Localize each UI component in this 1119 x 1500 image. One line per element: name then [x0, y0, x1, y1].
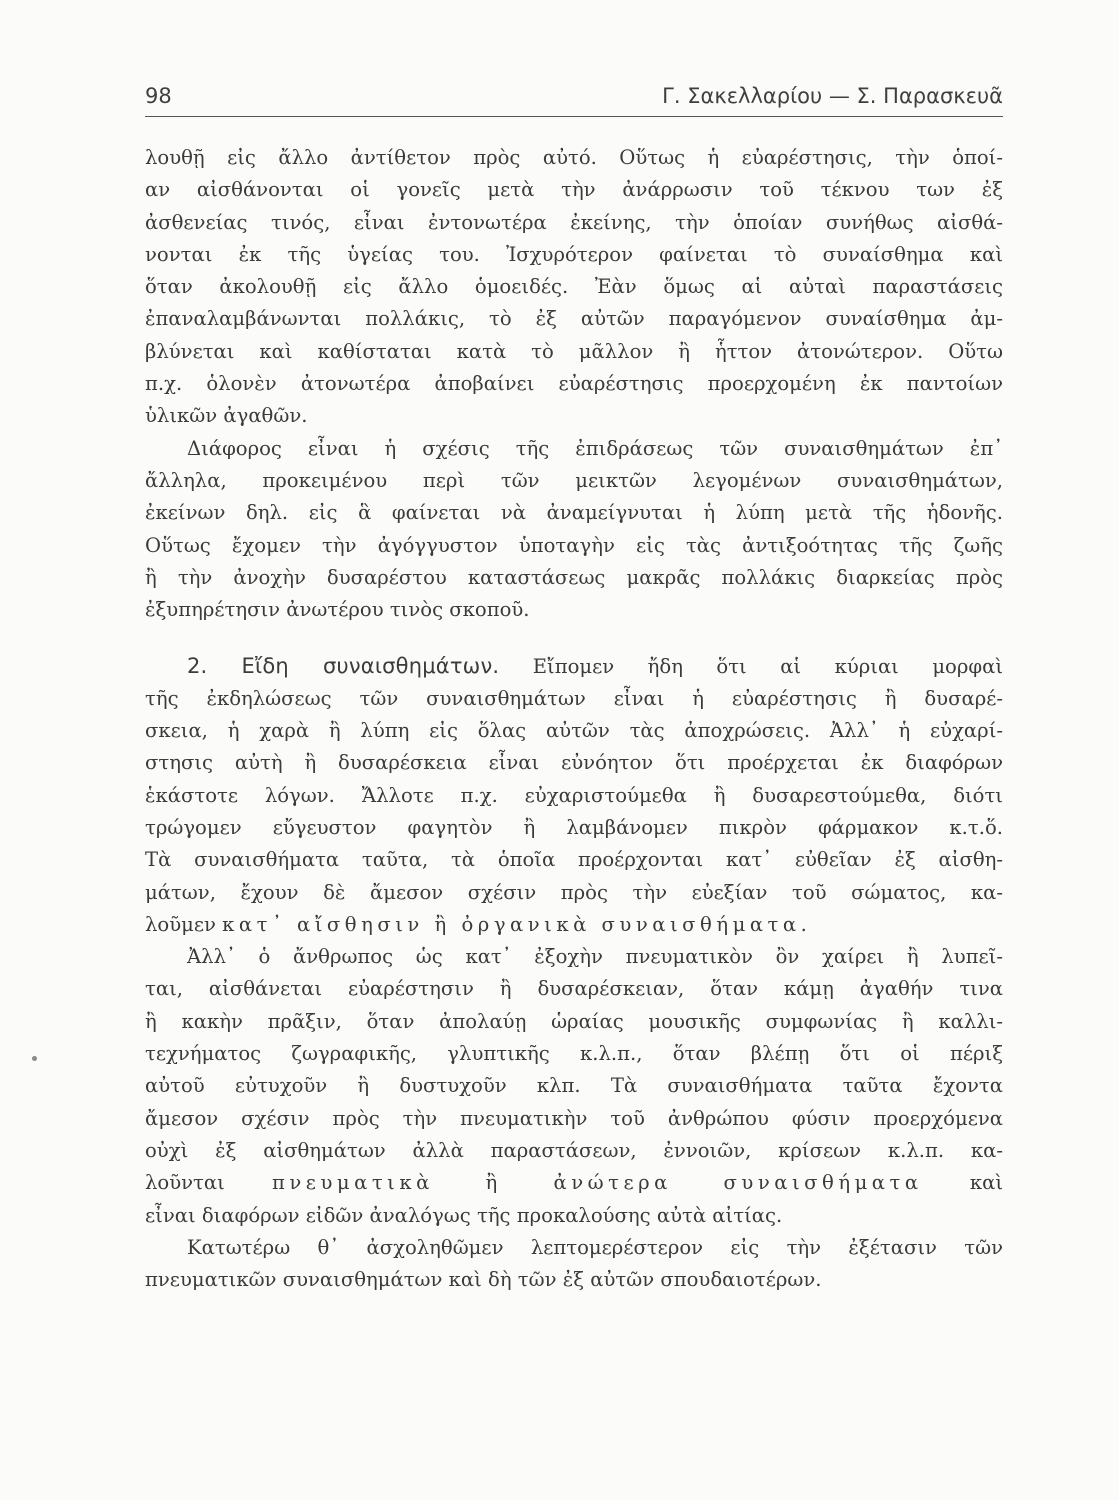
section-heading: 2. Εἴδη συναισθημάτων. [187, 654, 500, 679]
text-line: Οὕτως ἔχομεν τὴν ἀγόγγυστον ὑποταγὴν εἰς τὰς ἀντιξοότητας τῆς ζωῆς [145, 533, 1003, 557]
section-gap [145, 626, 1003, 650]
text-line: τρώγομεν εὔγευστον φαγητὸν ἢ λαμβάνομεν πικρὸν φάρμακον κ.τ.ὅ. [145, 815, 1003, 839]
text-line: αὐτοῦ εὐτυχοῦν ἢ δυστυχοῦν κλπ. Τὰ συναισθήματα ταῦτα ἔχοντα [145, 1074, 1003, 1098]
text-line: βλύνεται καὶ καθίσταται κατὰ τὸ μᾶλλον ἢ ἧττον ἀτονώτερον. Οὕτω [145, 339, 1003, 363]
text-line: σκεια, ἡ χαρὰ ἢ λύπη εἰς ὅλας αὐτῶν τὰς ἀποχρώσεις. Ἀλλ᾿ ἡ εὐχαρί- [145, 719, 1003, 743]
text-line: Τὰ συναισθήματα ταῦτα, τὰ ὁποῖα προέρχονται κατ᾿ εὐθεῖαν ἐξ αἰσθη- [145, 848, 1003, 872]
term-line [145, 1167, 1003, 1199]
spaced-term: πνευματικὰ ἢ ἀνώτερα συναισθήματα [272, 1171, 923, 1195]
text-line: οὐχὶ ἐξ αἰσθημάτων ἀλλὰ παραστάσεων, ἐννοιῶν, κρίσεων κ.λ.π. κα- [145, 1138, 1003, 1162]
page-header [145, 84, 1003, 117]
running-head: Γ. Σακελλαρίου — Σ. Παρασκευᾶ [662, 84, 1003, 108]
section-heading-line [145, 650, 1003, 682]
text-line: ὅταν ἀκολουθῇ εἰς ἄλλο ὁμοειδές. Ἐὰν ὅμως αἱ αὐταὶ παραστάσεις [145, 275, 1003, 299]
term-line-prefix: λοῦνται [145, 1171, 225, 1195]
term-line [145, 909, 1003, 941]
text-line: λουθῇ εἰς ἄλλο ἀντίθετον πρὸς αὐτό. Οὕτως ἡ εὐαρέστησις, τὴν ὁποί- [145, 146, 1003, 169]
text-line: εἶναι διαφόρων εἰδῶν ἀναλόγως τῆς προκαλούσης αὐτὰ αἰτίας. [145, 1203, 783, 1227]
text-line: ἄλληλα, προκειμένου περὶ τῶν μεικτῶν λεγομένων συναισθημάτων, [145, 468, 1003, 492]
term-line-prefix: λοῦμεν [145, 912, 216, 936]
section-lead-text: Εἴπομεν ἤδη ὅτι αἱ κύριαι μορφαὶ [532, 655, 1004, 679]
text-line: ἢ τὴν ἀνοχὴν δυσαρέστου καταστάσεως μακρᾶς πολλάκις διαρκείας πρὸς [145, 565, 1003, 589]
term-line-suffix: καὶ [969, 1171, 1004, 1195]
text-line: τεχνήματος ζωγραφικῆς, γλυπτικῆς κ.λ.π., ὅταν βλέπῃ ὅτι οἱ πέριξ [145, 1042, 1003, 1066]
text-line: ἐκείνων δηλ. εἰς ἃ φαίνεται νὰ ἀναμείγνυται ἡ λύπη μετὰ τῆς ἡδονῆς. [145, 501, 1003, 525]
text-line: στησις αὐτὴ ἢ δυσαρέσκεια εἶναι εὐνόητον ὅτι προέρχεται ἐκ διαφόρων [145, 751, 1003, 775]
text-line: αν αἰσθάνονται οἱ γονεῖς μετὰ τὴν ἀνάρρωσιν τοῦ τέκνου των ἐξ [145, 178, 1003, 202]
text-line: ἑκάστοτε λόγων. Ἄλλοτε π.χ. εὐχαριστούμεθα ἢ δυσαρεστούμεθα, διότι [145, 783, 1003, 807]
text-line: ὑλικῶν ἀγαθῶν. [145, 404, 308, 428]
text-line: ται, αἰσθάνεται εὐαρέστησιν ἢ δυσαρέσκειαν, ὅταν κάμῃ ἀγαθήν τινα [145, 977, 1003, 1001]
text-line: ἄμεσον σχέσιν πρὸς τὴν πνευματικὴν τοῦ ἀνθρώπου φύσιν προερχόμενα [145, 1106, 1003, 1130]
text-line: νονται ἐκ τῆς ὑγείας του. Ἰσχυρότερον φαίνεται τὸ συναίσθημα καὶ [145, 242, 1003, 266]
text-line: Κατωτέρω θ᾿ ἀσχοληθῶμεν λεπτομερέστερον εἰς τὴν ἐξέτασιν τῶν [187, 1235, 1003, 1259]
text-line: π.χ. ὁλονὲν ἀτονωτέρα ἀποβαίνει εὐαρέστησις προερχομένη ἐκ παντοίων [145, 372, 1003, 396]
text-line: πνευματικῶν συναισθημάτων καὶ δὴ τῶν ἐξ αὐτῶν σπουδαιοτέρων. [145, 1268, 822, 1292]
text-line: Ἀλλ᾿ ὁ ἄνθρωπος ὡς κατ᾿ ἐξοχὴν πνευματικὸν ὂν χαίρει ἢ λυπεῖ- [187, 945, 1003, 969]
text-line: ἐξυπηρέτησιν ἀνωτέρου τινὸς σκοποῦ. [145, 598, 530, 622]
text-line: Διάφορος εἶναι ἡ σχέσις τῆς ἐπιδράσεως τῶν συναισθημάτων ἐπ᾿ [187, 436, 1003, 460]
spaced-term: κατ᾿ αἴσθησιν ἢ ὀργανικὰ συναισθήματα. [222, 912, 812, 936]
print-speck [32, 1056, 37, 1061]
page-number: 98 [145, 84, 172, 108]
text-line: ἐπαναλαμβάνωνται πολλάκις, τὸ ἐξ αὐτῶν παραγόμενον συναίσθημα ἀμ- [145, 307, 1003, 331]
text-line: μάτων, ἔχουν δὲ ἄμεσον σχέσιν πρὸς τὴν εὐεξίαν τοῦ σώματος, κα- [145, 880, 1003, 904]
text-line: ἀσθενείας τινός, εἶναι ἐντονωτέρα ἐκείνης, τὴν ὁποίαν συνήθως αἰσθά- [145, 210, 1003, 234]
body-text [145, 142, 1003, 1296]
text-line: ἢ κακὴν πρᾶξιν, ὅταν ἀπολαύῃ ὡραίας μουσικῆς συμφωνίας ἢ καλλι- [145, 1009, 1003, 1033]
text-line: τῆς ἐκδηλώσεως τῶν συναισθημάτων εἶναι ἡ εὐαρέστησις ἢ δυσαρέ- [145, 686, 1003, 710]
